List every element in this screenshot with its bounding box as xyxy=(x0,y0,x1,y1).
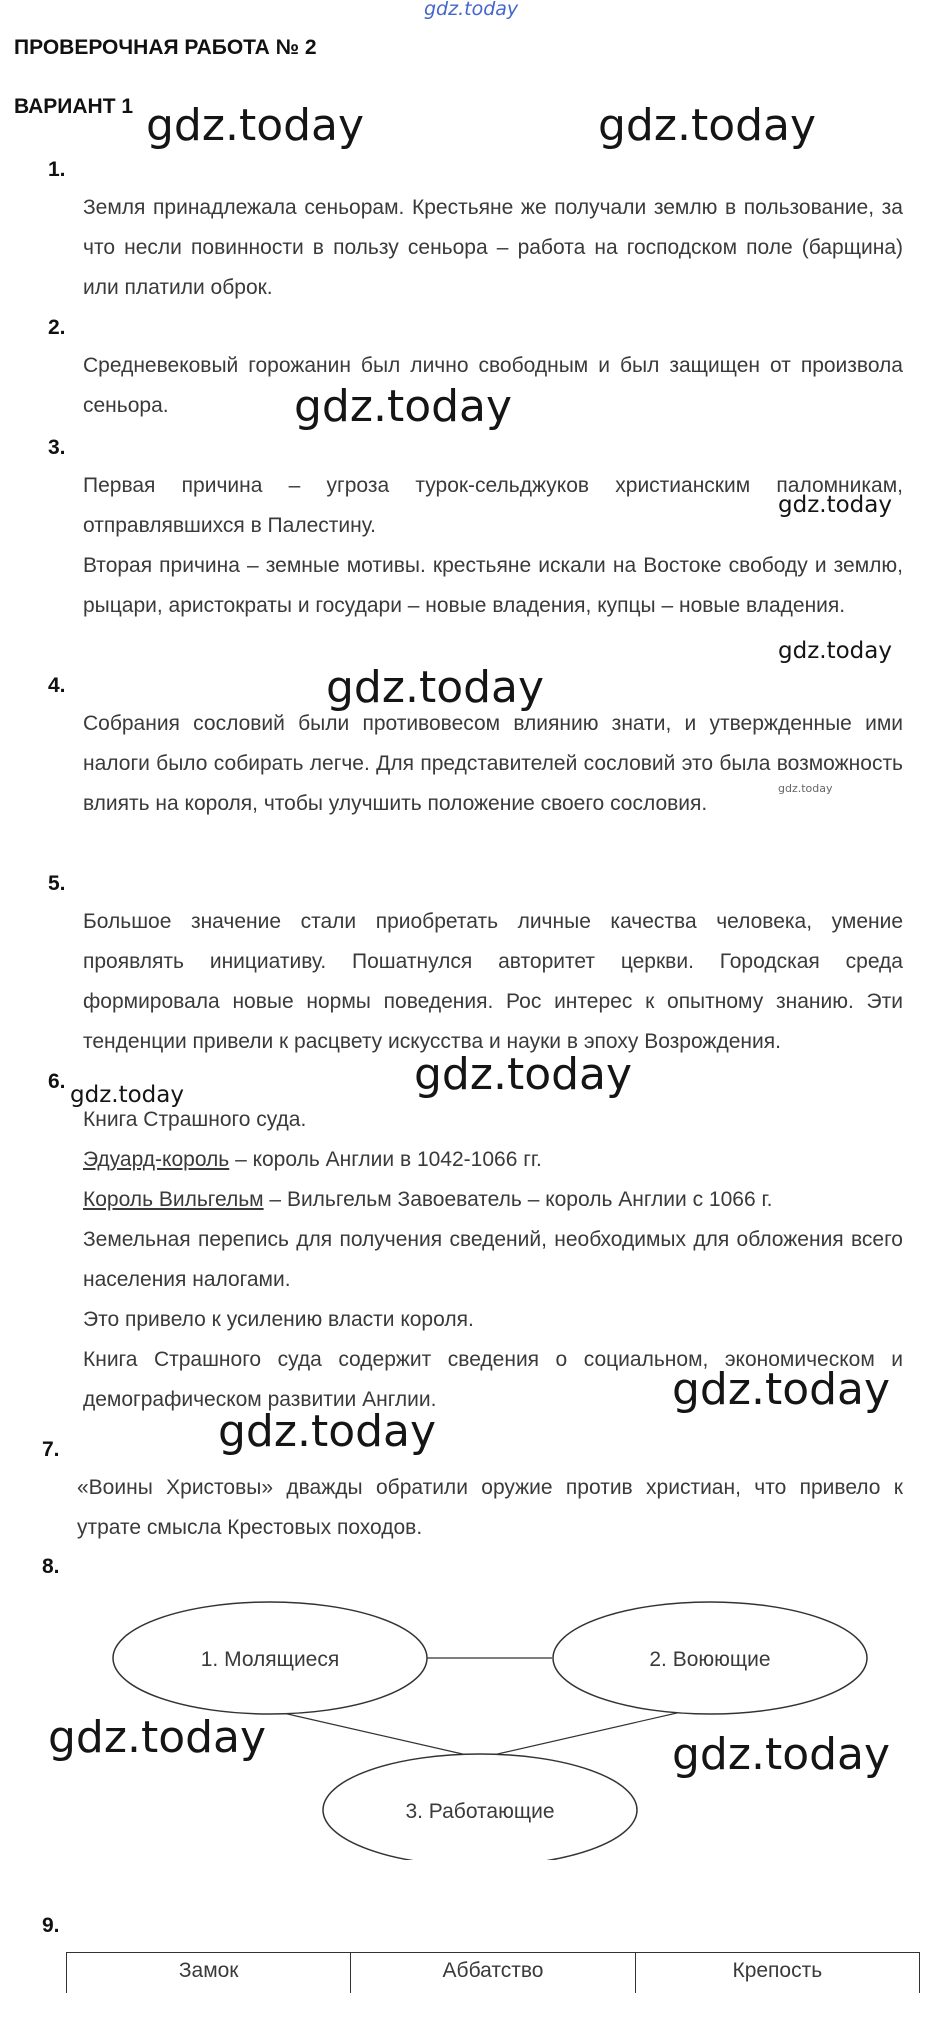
estates-diagram xyxy=(100,1590,880,1860)
term-william-definition: – Вильгельм Завоеватель – король Англии с 1066 г. xyxy=(263,1188,773,1211)
answer-6-line-2 xyxy=(83,1140,903,1180)
answer-6-line-5: Это привело к усилению власти короля. xyxy=(83,1308,474,1331)
watermark: gdz.today xyxy=(672,1729,891,1780)
answer-6-paragraph-6: Книга Страшного суда содержит сведения о социальном, экономическом и демографическом развитии Англии. xyxy=(83,1348,903,1411)
answer-7-text: «Воины Христовы» дважды обратили оружие против христиан, что привело к утрате смысла Крестовых походов. xyxy=(77,1476,903,1539)
table-header-castle: Замок xyxy=(66,1953,350,1993)
answer-3-paragraph-2: Вторая причина – земные мотивы. крестьяне искали на Востоке свободу и землю, рыцари, аристократы и государи – новые владения, купцы – новые владения. xyxy=(83,554,903,617)
answer-7-number: 7. xyxy=(42,1438,60,1461)
answer-4-number: 4. xyxy=(48,674,66,697)
answer-2-text: Средневековый горожанин был лично свободным и был защищен от произвола сеньора. xyxy=(83,354,903,417)
watermark: gdz.today xyxy=(146,100,365,151)
answer-1-text: Земля принадлежала сеньорам. Крестьяне же получали землю в пользование, за что несли повинности в пользу сеньора – работа на господском поле (барщина) или платили оброк. xyxy=(83,196,903,299)
table-header-fortress: Крепость xyxy=(635,1953,920,1993)
watermark: gdz.today xyxy=(218,1406,437,1457)
answer-5-number: 5. xyxy=(48,872,66,895)
answer-8-number: 8. xyxy=(42,1555,60,1578)
page-title: ПРОВЕРОЧНАЯ РАБОТА № 2 xyxy=(14,36,317,59)
watermark: gdz.today xyxy=(778,638,892,664)
answer-2-number: 2. xyxy=(48,316,66,339)
label-praying: 1. Молящиеся xyxy=(200,1648,340,1671)
term-william: Король Вильгельм xyxy=(83,1188,264,1211)
watermark-top: gdz.today xyxy=(424,0,519,20)
watermark: gdz.today xyxy=(414,1049,633,1100)
answer-6-paragraph-4: Земельная перепись для получения сведений, необходимых для обложения всего населения налогами. xyxy=(83,1228,903,1291)
answer-6-line-3 xyxy=(83,1180,903,1220)
answer-9-table xyxy=(66,1952,920,1993)
watermark: gdz.today xyxy=(294,381,513,432)
variant-heading: ВАРИАНТ 1 xyxy=(14,95,134,118)
watermark: gdz.today xyxy=(70,1082,184,1108)
answer-6-number: 6. xyxy=(48,1070,66,1093)
term-edward: Эдуард-король xyxy=(83,1148,230,1171)
connector-right-bottom xyxy=(480,1710,690,1758)
table-header-abbey: Аббатство xyxy=(350,1953,634,1993)
answer-5-text: Большое значение стали приобретать личные качества человека, умение проявлять инициативу. Пошатнулся авторитет церкви. Городская среда формировала новые нормы поведения. Рос интерес к опытному знанию. Эти тенденции привели к расцвету искусства и науки в эпоху Возрождения. xyxy=(83,910,903,1053)
watermark: gdz.today xyxy=(778,782,833,795)
watermark: gdz.today xyxy=(326,662,545,713)
answer-4-text: Собрания сословий были противовесом влиянию знати, и утвержденные ими налоги было собирать легче. Для представителей сословий это была возможность влиять на короля, чтобы улучшить положение своего сословия. xyxy=(83,712,903,815)
watermark: gdz.today xyxy=(598,100,817,151)
watermark: gdz.today xyxy=(778,492,892,518)
answer-3-number: 3. xyxy=(48,436,66,459)
watermark: gdz.today xyxy=(48,1712,267,1763)
answer-9-number: 9. xyxy=(42,1914,60,1937)
term-edward-definition: – король Англии в 1042-1066 гг. xyxy=(229,1148,542,1171)
answer-3-paragraph-1: Первая причина – угроза турок-сельджуков христианским паломникам, отправлявшихся в Палестину. xyxy=(83,474,903,537)
connector-left-bottom xyxy=(270,1710,480,1758)
answer-6-line-1: Книга Страшного суда. xyxy=(83,1108,307,1131)
label-working: 3. Работающие xyxy=(405,1800,555,1823)
watermark: gdz.today xyxy=(672,1364,891,1415)
label-fighting: 2. Воюющие xyxy=(649,1648,771,1671)
answer-1-number: 1. xyxy=(48,158,66,181)
